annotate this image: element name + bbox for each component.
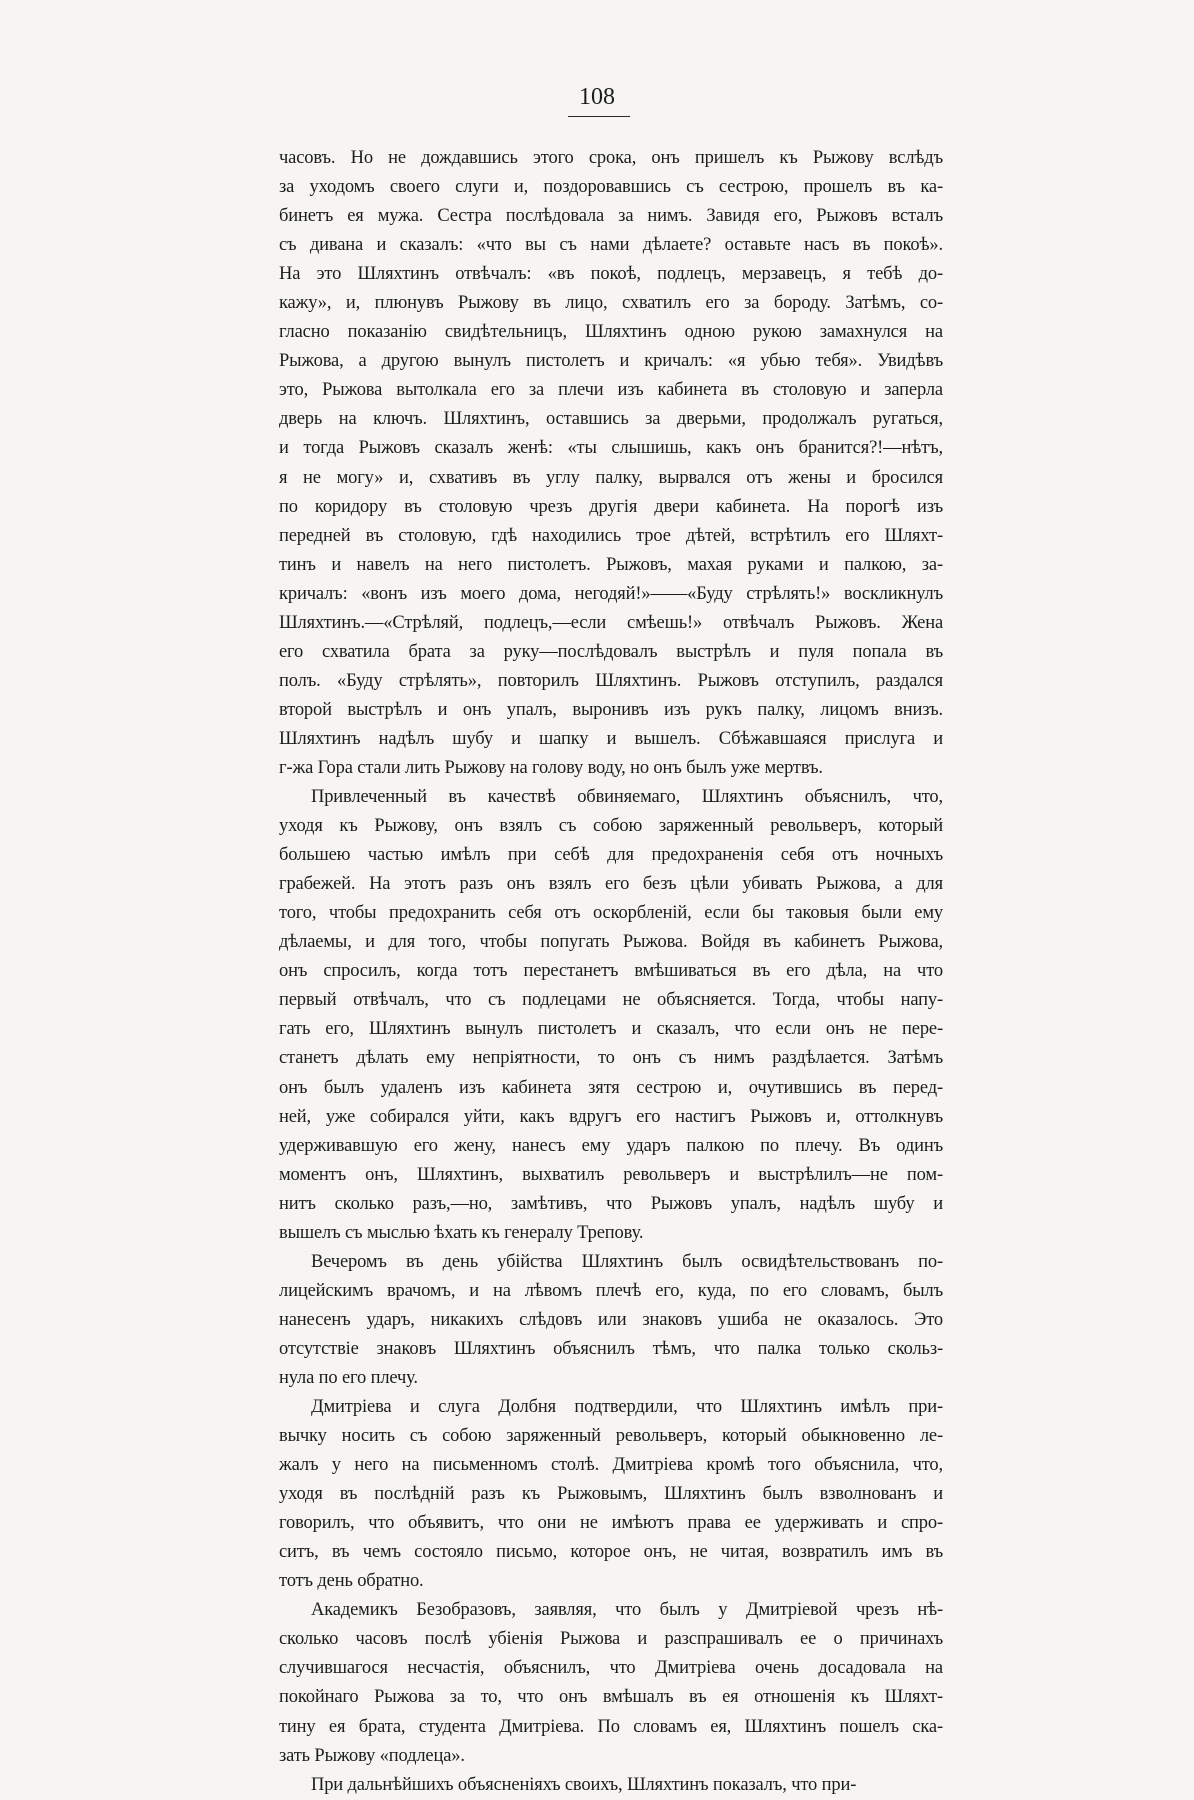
text-line: отсутствіе знаковъ Шляхтинъ объяснилъ тѣмъ, что палка только скольз- xyxy=(279,1338,943,1359)
text-line: вычку носить съ собою заряженный револьверъ, который обыкновенно ле- xyxy=(279,1426,943,1447)
text-line: нитъ сколько разъ,—но, замѣтивъ, что Рыжовъ упалъ, надѣлъ шубу и xyxy=(279,1193,943,1214)
text-line: это, Рыжова вытолкала его за плечи изъ кабинета въ столовую и заперла xyxy=(279,380,943,401)
text-line: сколько часовъ послѣ убіенія Рыжова и разспрашивалъ ее о причинахъ xyxy=(279,1629,943,1650)
text-line: уходя къ Рыжову, онъ взялъ съ собою заряженный револьверъ, который xyxy=(279,816,943,837)
paragraph xyxy=(279,1596,943,1770)
text-line: того, чтобы предохранить себя отъ оскорбленій, если бы таковыя были ему xyxy=(279,903,943,924)
text-line: большею частью имѣлъ при себѣ для предохраненія себя отъ ночныхъ xyxy=(279,845,943,866)
text-line: дверь на ключъ. Шляхтинъ, оставшись за дверьми, продолжалъ ругаться, xyxy=(279,409,943,430)
text-line: нула по его плечу. xyxy=(279,1367,418,1388)
text-line: часовъ. Но не дождавшись этого срока, онъ пришелъ къ Рыжову вслѣдъ xyxy=(279,148,943,168)
text-line: Дмитріева и слуга Долбня подтвердили, что Шляхтинъ имѣлъ при- xyxy=(311,1397,943,1418)
text-line: кажу», и, плюнувъ Рыжову въ лицо, схватилъ его за бороду. Затѣмъ, со- xyxy=(279,293,943,314)
paragraph xyxy=(279,144,943,783)
text-line: жалъ у него на письменномъ столѣ. Дмитріева кромѣ того объяснила, что, xyxy=(279,1455,943,1476)
text-line: полъ. «Буду стрѣлять», повторилъ Шляхтинъ. Рыжовъ отступилъ, раздался xyxy=(279,670,943,691)
text-line: ней, уже собирался уйти, какъ вдругъ его настигъ Рыжовъ и, оттолкнувъ xyxy=(279,1106,943,1127)
text-line: уходя въ послѣдній разъ къ Рыжовымъ, Шляхтинъ былъ взволнованъ и xyxy=(279,1484,943,1505)
text-line: дѣлаемы, и для того, чтобы попугать Рыжова. Войдя въ кабинетъ Рыжова, xyxy=(279,932,943,953)
text-line: онъ былъ удаленъ изъ кабинета зятя сестрою и, очутившись въ перед- xyxy=(279,1077,943,1098)
text-line: его схватила брата за руку—послѣдовалъ выстрѣлъ и пуля попала въ xyxy=(279,641,943,662)
text-line: говорилъ, что объявитъ, что они не имѣютъ права ее удерживать и спро- xyxy=(279,1513,943,1534)
text-line: Шляхтинъ.—«Стрѣляй, подлецъ,—если смѣешь!» отвѣчалъ Рыжовъ. Жена xyxy=(279,612,943,633)
text-line: за уходомъ своего слуги и, поздоровавшись съ сестрою, прошелъ въ ка- xyxy=(279,177,943,198)
text-line: лицейскимъ врачомъ, и на лѣвомъ плечѣ его, куда, по его словамъ, былъ xyxy=(279,1280,943,1301)
text-line: Привлеченный въ качествѣ обвиняемаго, Шляхтинъ объяснилъ, что, xyxy=(311,787,943,808)
text-line: моментъ онъ, Шляхтинъ, выхватилъ револьверъ и выстрѣлилъ—не пом- xyxy=(279,1164,943,1185)
text-line: станетъ дѣлать ему непріятности, то онъ съ нимъ раздѣлается. Затѣмъ xyxy=(279,1048,943,1069)
text-line: съ дивана и сказалъ: «что вы съ нами дѣлаете? оставьте насъ въ покоѣ». xyxy=(279,235,943,256)
paragraph xyxy=(279,783,943,1248)
paragraph xyxy=(279,1771,943,1800)
text-line: передней въ столовую, гдѣ находились трое дѣтей, встрѣтилъ его Шляхт- xyxy=(279,525,943,546)
text-line: зать Рыжову «подлеца». xyxy=(279,1745,465,1766)
text-line: тотъ день обратно. xyxy=(279,1571,424,1592)
text-line: онъ спросилъ, когда тотъ перестанетъ вмѣшиваться въ его дѣла, на что xyxy=(279,961,943,982)
text-line: тинъ и навелъ на него пистолетъ. Рыжовъ, махая руками и палкою, за- xyxy=(279,554,943,575)
text-line: гласно показанію свидѣтельницъ, Шляхтинъ одною рукою замахнулся на xyxy=(279,322,943,343)
text-line: второй выстрѣлъ и онъ упалъ, выронивъ изъ рукъ палку, лицомъ внизъ. xyxy=(279,699,943,720)
body-text xyxy=(279,144,943,1800)
page-number: 108 xyxy=(579,84,615,110)
text-line: нанесенъ ударъ, никакихъ слѣдовъ или знаковъ ушиба не оказалось. Это xyxy=(279,1309,943,1330)
paragraph xyxy=(279,1393,943,1596)
text-line: кричалъ: «вонъ изъ моего дома, негодяй!»——«Буду стрѣлять!» воскликнулъ xyxy=(279,583,943,604)
text-line: На это Шляхтинъ отвѣчалъ: «въ покоѣ, подлецъ, мерзавецъ, я тебѣ до- xyxy=(279,264,943,285)
text-line: и тогда Рыжовъ сказалъ женѣ: «ты слышишь, какъ онъ бранится?!—нѣтъ, xyxy=(279,438,943,459)
text-line: ситъ, въ чемъ состояло письмо, которое онъ, не читая, возвратилъ имъ въ xyxy=(279,1542,943,1563)
text-line: Рыжова, а другою вынулъ пистолетъ и кричалъ: «я убью тебя». Увидѣвъ xyxy=(279,351,943,372)
text-line: гать его, Шляхтинъ вынулъ пистолетъ и сказалъ, что если онъ не пере- xyxy=(279,1019,943,1040)
text-line: Шляхтинъ надѣлъ шубу и шапку и вышелъ. Сбѣжавшаяся прислуга и xyxy=(279,728,943,749)
text-line: г-жа Гора стали лить Рыжову на голову воду, но онъ былъ уже мертвъ. xyxy=(279,757,823,778)
text-line: тину ея брата, студента Дмитріева. По словамъ ея, Шляхтинъ пошелъ ска- xyxy=(279,1716,943,1737)
text-line: случившагося несчастія, объяснилъ, что Дмитріева очень досадовала на xyxy=(279,1658,943,1679)
text-line: покойнаго Рыжова за то, что онъ вмѣшалъ въ ея отношенія къ Шляхт- xyxy=(279,1687,943,1708)
text-line: удерживавшую его жену, нанесъ ему ударъ палкою по плечу. Въ одинъ xyxy=(279,1135,943,1156)
text-line: первый отвѣчалъ, что съ подлецами не объясняется. Тогда, чтобы напу- xyxy=(279,990,943,1011)
text-line: грабежей. На этотъ разъ онъ взялъ его безъ цѣли убивать Рыжова, а для xyxy=(279,874,943,895)
page-number-underline xyxy=(568,116,630,117)
text-line: При дальнѣйшихъ объясненіяхъ своихъ, Шляхтинъ показалъ, что при- xyxy=(311,1774,857,1795)
text-line: бинетъ ея мужа. Сестра послѣдовала за нимъ. Завидя его, Рыжовъ всталъ xyxy=(279,206,943,227)
text-line: Академикъ Безобразовъ, заявляя, что былъ у Дмитріевой чрезъ нѣ- xyxy=(311,1600,943,1621)
text-line: я не могу» и, схвативъ въ углу палку, вырвался отъ жены и бросился xyxy=(279,467,943,488)
text-line: вышелъ съ мыслью ѣхать къ генералу Трепову. xyxy=(279,1222,644,1243)
text-line: Вечеромъ въ день убійства Шляхтинъ былъ освидѣтельствованъ по- xyxy=(311,1251,943,1272)
paragraph xyxy=(279,1248,943,1393)
text-line: по коридору въ столовую чрезъ другія двери кабинета. На порогѣ изъ xyxy=(279,496,943,517)
